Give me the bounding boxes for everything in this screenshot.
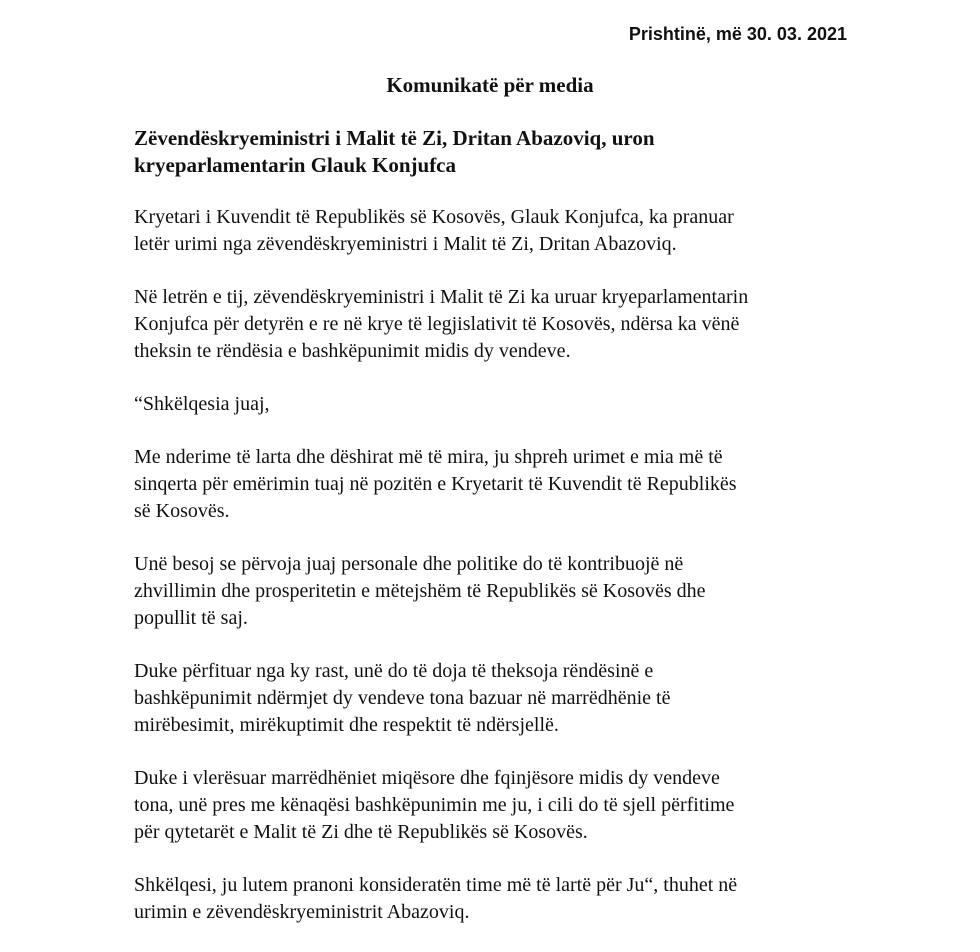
text-line: Shkëlqesi, ju lutem pranoni konsideratën time më të lartë për Ju“, thuhet në: [134, 874, 738, 896]
paragraph-congratulations: [134, 444, 874, 525]
text-line: zhvillimin dhe prosperitetin e mëtejshëm të Republikës së Kosovës dhe: [134, 580, 706, 602]
text-line: Në letrën e tij, zëvendëskryeministri i Malit të Zi ka uruar kryeparlamentarin: [134, 286, 749, 308]
text-line: popullit të saj.: [134, 607, 248, 629]
dateline: Prishtinë, më 30. 03. 2021: [628, 24, 847, 44]
text-line: Duke i vlerësuar marrëdhëniet miqësore dhe fqinjësore midis dy vendeve: [134, 767, 720, 789]
text-line: tona, unë pres me kënaqësi bashkëpunimin me ju, i cili do të sjell përfitime: [134, 794, 735, 816]
subtitle-line: Zëvendëskryeministri i Malit të Zi, Dritan Abazoviq, uron: [134, 126, 655, 150]
paragraph-relations: [134, 765, 874, 846]
text-line: theksin te rëndësia e bashkëpunimit midis dy vendeve.: [134, 340, 571, 362]
text-line: Kryetari i Kuvendit të Republikës së Kosovës, Glauk Konjufca, ka pranuar: [134, 206, 734, 228]
text-line: Duke përfituar nga ky rast, unë do të doja të theksoja rëndësinë e: [134, 660, 654, 682]
text-line: bashkëpunimit ndërmjet dy vendeve tona bazuar në marrëdhënie të: [134, 687, 671, 709]
text-line: mirëbesimit, mirëkuptimit dhe respektit të ndërsjellë.: [134, 714, 559, 736]
paragraph-experience: [134, 551, 874, 632]
text-line: Konjufca për detyrën e re në krye të legjislativit të Kosovës, ndërsa ka vënë: [134, 313, 740, 335]
subtitle-line: kryeparlamentarin Glauk Konjufca: [134, 153, 457, 177]
text-line: urimin e zëvendëskryeministrit Abazoviq.: [134, 901, 470, 923]
paragraph-intro: [134, 204, 874, 258]
text-line: letër urimi nga zëvendëskryeministri i Malit të Zi, Dritan Abazoviq.: [134, 233, 677, 255]
text-line: Me nderime të larta dhe dëshirat më të mira, ju shpreh urimet e mia më të: [134, 446, 723, 468]
document-heading: Komunikatë për media: [386, 73, 594, 97]
text-line: së Kosovës.: [134, 500, 230, 522]
paragraph-salutation: [134, 391, 874, 418]
text-line: Unë besoj se përvoja juaj personale dhe politike do të kontribuojë në: [134, 553, 684, 575]
paragraph-letter-summary: [134, 284, 874, 365]
document-subtitle: [134, 125, 854, 179]
text-line: sinqerta për emërimin tuaj në pozitën e Kryetarit të Kuvendit të Republikës: [134, 473, 737, 495]
document-body: [134, 204, 874, 952]
paragraph-closing: [134, 872, 874, 926]
text-line: “Shkëlqesia juaj,: [134, 393, 270, 415]
paragraph-cooperation: [134, 658, 874, 739]
text-line: për qytetarët e Malit të Zi dhe të Republikës së Kosovës.: [134, 821, 588, 843]
